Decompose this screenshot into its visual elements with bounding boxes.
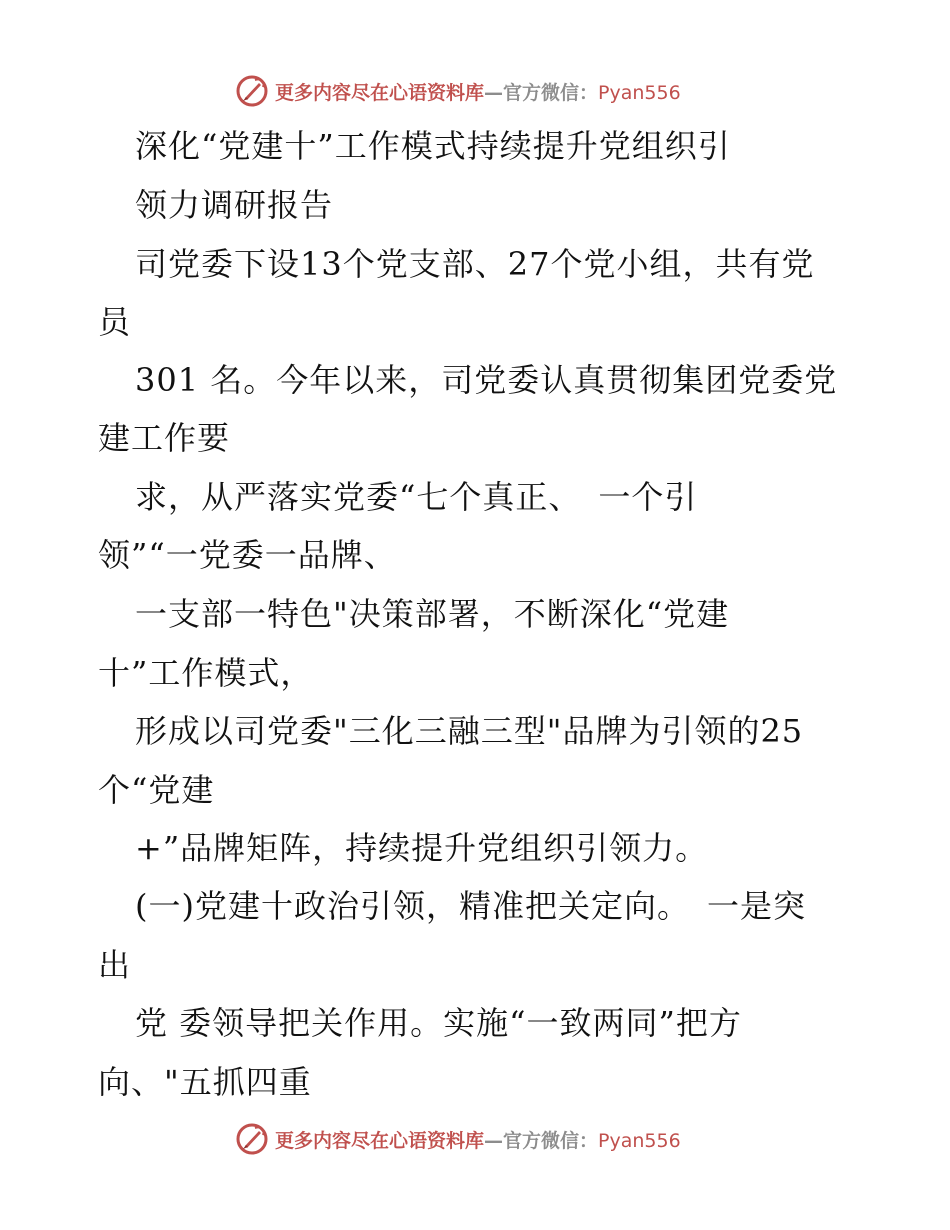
doc-section-heading: (一)党建十政治引领，精准把关定向。 一是突 [135,887,806,925]
quill-pen-logo-icon [235,74,269,108]
watermark-red-text: 更多内容尽在心语资料库 [275,81,485,104]
doc-line: 个“党建 [98,771,215,809]
doc-line: 员 [98,303,132,341]
doc-line: 司党委下设13个党支部、27个党小组，共有党 [135,245,815,283]
doc-line: 形成以司党委"三化三融三型"品牌为引领的25 [135,712,804,750]
watermark-red-text: 更多内容尽在心语资料库 [275,1129,485,1152]
doc-line: 出 [98,946,132,984]
doc-line: +”品牌矩阵，持续提升党组织引领力。 [135,829,709,867]
watermark-wechat-id: Pyan556 [598,1129,681,1152]
doc-line: 求，从严落实党委“七个真正、 一个引 [135,478,698,516]
watermark-header [235,74,681,108]
doc-line: 建工作要 [98,419,231,457]
doc-line: 十”工作模式， [98,654,314,692]
watermark-gray-text: —官方微信： [484,81,599,104]
doc-title-line-2: 领力调研报告 [135,186,334,224]
doc-line: 301 名。今年以来，司党委认真贯彻集团党委党 [135,361,838,399]
watermark-footer [235,1122,681,1156]
doc-line: 一支部一特色"决策部署，不断深化“党建 [135,595,730,633]
watermark-gray-text: —官方微信： [484,1129,599,1152]
watermark-wechat-id: Pyan556 [598,81,681,104]
doc-line: 向、"五抓四重 [98,1063,312,1101]
doc-title-line-1: 深化“党建十”工作模式持续提升党组织引 [135,127,731,165]
watermark-text [275,78,681,105]
quill-pen-logo-icon [235,1122,269,1156]
doc-line: 领”“一党委一品牌、 [98,536,397,574]
doc-line: 党 委领导把关作用。实施“一致两同”把方 [135,1004,742,1042]
watermark-text [275,1126,681,1153]
